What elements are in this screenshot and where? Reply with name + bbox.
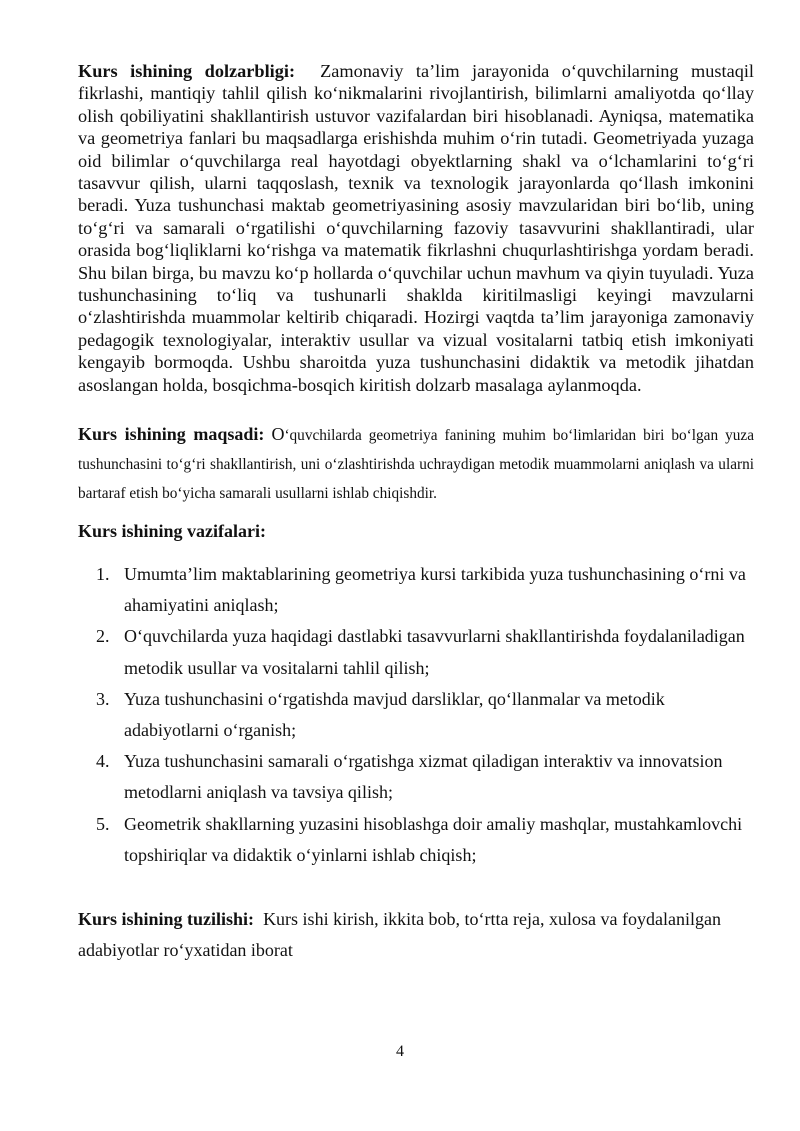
page-number: 4 xyxy=(396,1043,404,1060)
task-item xyxy=(96,559,756,621)
relevance-paragraph xyxy=(78,60,754,396)
task-number: 1. xyxy=(96,564,110,584)
task-number: 2. xyxy=(96,626,110,647)
goal-paragraph xyxy=(78,420,754,508)
task-number: 5. xyxy=(96,813,110,834)
task-text: Geometrik shakllarning yuzasini hisoblashga doir amaliy mashqlar, mustahkamlovchi topshiriqlar va didaktik o‘yinlarni ishlab chiqish; xyxy=(124,813,743,865)
task-number: 4. xyxy=(96,751,110,772)
task-item xyxy=(96,621,756,683)
tasks-heading: Kurs ishining vazifalari: xyxy=(78,521,267,541)
structure-paragraph xyxy=(78,904,754,966)
task-item xyxy=(96,809,756,871)
tasks-list xyxy=(96,559,756,871)
task-number: 3. xyxy=(96,688,110,709)
relevance-text: Zamonaviy ta’lim jarayonida o‘quvchilarning mustaqil fikrlashi, mantiqiy tahlil qilish ko‘nikmalarini rivojlantirish, bilimlarni amaliyotda qo‘llay olish qobiliyatini shakllantirish ustuvor vazifalardan biri hisoblanadi. Ayniqsa, matematika va geometriya fanlari bu maqsadlarga erishishda muhim o‘rin tutadi. Geometriyada yuzaga oid bilimlar o‘quvchilarga real hayotdagi obyektlarning shakl va o‘lchamlarini to‘g‘ri tasavvur qilish, ularni taqqoslash, texnik va texnologik jarayonlarda qo‘llash imkonini beradi. Yuza tushunchasi maktab geometriyasining asosiy mavzularidan biri bo‘lib, uning to‘g‘ri va samarali o‘rgatilishi o‘quvchilarning fazoviy tasavvurini shakllantiradi, ular orasida bog‘liqliklarni ko‘rishga va matematik fikrlashni chuqurlashtirishga yordam beradi. Shu bilan birga, bu mavzu ko‘p hollarda o‘quvchilar uchun mavhum va qiyin tuyuladi. Yuza tushunchasining to‘liq va tushunarli shaklda kiritilmasligi keyingi mavzularni o‘zlashtirishda muammolar keltirib chiqaradi. Hozirgi vaqtda ta’lim jarayoniga zamonaviy pedagogik texnologiyalar, interaktiv usullar va vizual vositalarni tatbiq etish imkoniyati kengayib bormoqda. Ushbu sharoitda yuza tushunchasini didaktik va metodik jihatdan asoslangan holda, bosqichma-bosqich kiritish dolzarb masalaga aylanmoqda. xyxy=(78,61,754,395)
task-text: Umumta’lim maktablarining geometriya kursi tarkibida yuza tushunchasining o‘rni va ahamiyatini aniqlash; xyxy=(124,564,746,616)
task-text: Yuza tushunchasini o‘rgatishda mavjud darsliklar, qo‘llanmalar va metodik adabiyotlarni o‘rganish; xyxy=(124,688,665,741)
goal-label: Kurs ishining maqsadi: xyxy=(78,424,265,444)
relevance-label: Kurs ishining dolzarbligi: xyxy=(78,61,296,81)
task-item xyxy=(96,746,756,808)
structure-label: Kurs ishining tuzilishi: xyxy=(78,909,255,929)
task-text: Yuza tushunchasini samarali o‘rgatishga xizmat qiladigan interaktiv va innovatsion metodlarni aniqlash va tavsiya qilish; xyxy=(124,751,723,803)
goal-text: ‘quvchilarda geometriya fanining muhim bo‘limlaridan biri bo‘lgan yuza tushunchasini to‘g‘ri shakllantirish, uni o‘zlashtirishda uchraydigan metodik muammolarni aniqlash va ularni bartaraf etish bo‘yicha samarali usullarni ishlab chiqishdir. xyxy=(78,427,754,502)
task-text: O‘quvchilarda yuza haqidagi dastlabki tasavvurlarni shakllantirishda foydalaniladigan metodik usullar va vositalarni tahlil qilish; xyxy=(124,626,745,678)
structure-text: Kurs ishi kirish, ikkita bob, to‘rtta reja, xulosa va foydalanilgan adabiyotlar ro‘yxatidan iborat xyxy=(78,909,721,960)
goal-lead-letter: O xyxy=(271,424,285,444)
task-item xyxy=(96,684,756,746)
